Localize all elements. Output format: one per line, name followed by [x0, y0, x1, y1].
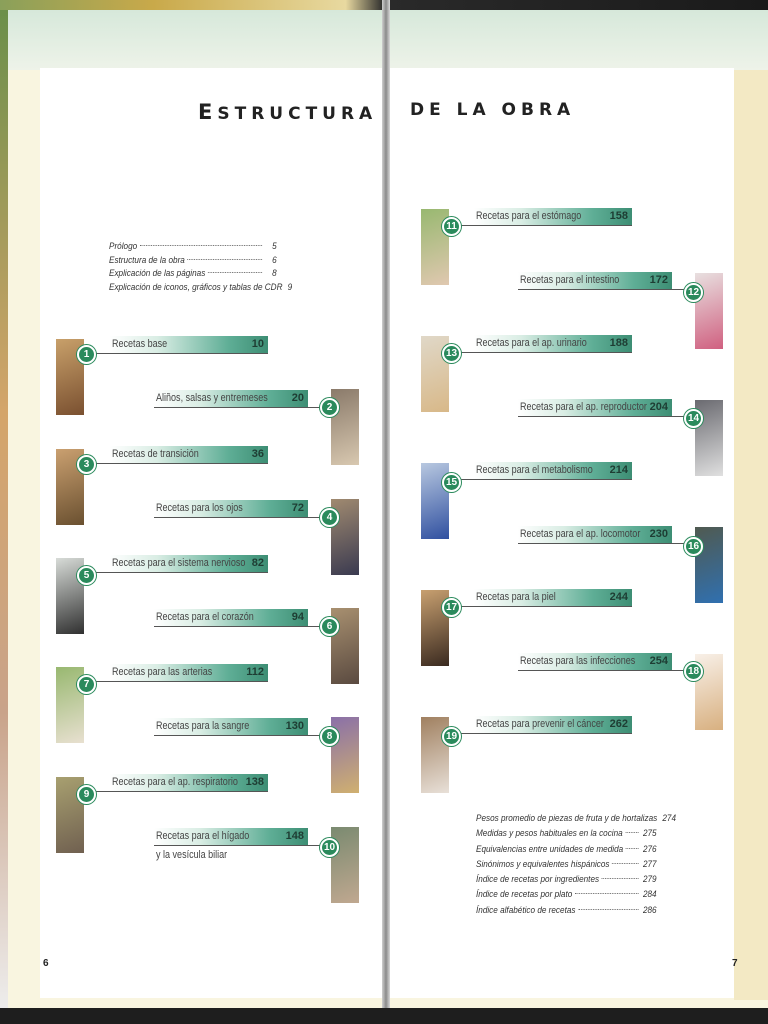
chapter-label: Recetas base: [112, 338, 168, 350]
chapter-underline: [518, 289, 690, 290]
appendix-item-label: Índice de recetas por ingredientes: [476, 874, 600, 886]
top-band: [390, 10, 768, 70]
dot-leader: [187, 259, 262, 260]
chapter-number-badge: 4: [320, 508, 339, 527]
chapter-number-badge: 11: [442, 217, 461, 236]
appendix-item-page: 275: [642, 828, 657, 840]
chapter-page-number: 10: [251, 338, 264, 350]
chapter-number-badge: 12: [684, 283, 703, 302]
chapter-underline: [154, 517, 326, 518]
chapter-label: Recetas para el intestino: [520, 274, 620, 286]
chapter-label: Recetas de transición: [112, 448, 199, 460]
chapter-label: Recetas para las infecciones: [520, 655, 636, 667]
dot-leader: [612, 863, 638, 864]
chapter-number-badge: 9: [77, 785, 96, 804]
chapter-page-number: 188: [609, 337, 628, 349]
chapter-label: Recetas para las arterias: [112, 666, 213, 678]
chapter-label: Recetas para el ap. locomotor: [520, 528, 641, 540]
chapter-underline: [460, 479, 632, 480]
dot-leader: [626, 848, 639, 849]
chapter-underline: [460, 606, 632, 607]
appendix-item-label: Índice de recetas por plato: [476, 889, 573, 901]
chapter-label: Recetas para el hígado: [156, 830, 250, 842]
appendix-list: [476, 811, 677, 918]
chapter-number-badge: 1: [77, 345, 96, 364]
dot-leader: [602, 878, 639, 879]
chapter-number-badge: 10: [320, 838, 339, 857]
dot-leader: [625, 832, 638, 833]
chapter-label: Recetas para el estómago: [476, 210, 582, 222]
dot-leader: [578, 909, 638, 910]
chapter-page-number: 262: [609, 718, 628, 730]
chapter-page-number: 72: [291, 502, 304, 514]
chapter-page-number: 36: [251, 448, 264, 460]
chapter-number-badge: 17: [442, 598, 461, 617]
chapter-underline: [460, 225, 632, 226]
chapter-number-badge: 16: [684, 537, 703, 556]
chapter-underline: [154, 407, 326, 408]
chapter-page-number: 138: [245, 776, 264, 788]
intro-item: [109, 281, 293, 295]
chapter-page-number: 158: [609, 210, 628, 222]
chapter-underline: [518, 543, 690, 544]
chapter-page-number: 244: [609, 591, 628, 603]
dot-leader: [140, 245, 262, 246]
chapter-page-number: 130: [285, 720, 304, 732]
dot-leader: [575, 893, 639, 894]
chapter-page-number: 94: [291, 611, 304, 623]
appendix-item: [476, 887, 657, 902]
intro-item-page: 6: [272, 254, 277, 266]
appendix-item: [476, 857, 657, 872]
intro-item-label: Explicación de iconos, gráficos y tablas de CDR: [109, 281, 283, 293]
scan-bottom-edge: [0, 1008, 768, 1024]
chapter-number-badge: 18: [684, 662, 703, 681]
scan-left-edge: [0, 10, 8, 1014]
appendix-item-page: 277: [642, 858, 657, 870]
appendix-item-page: 284: [642, 889, 657, 901]
chapter-number-badge: 8: [320, 727, 339, 746]
appendix-item: [476, 842, 657, 857]
chapter-photo: [330, 826, 360, 904]
intro-item-label: Prólogo: [109, 241, 138, 252]
chapter-label: Recetas para el ap. respiratorio: [112, 776, 238, 788]
chapter-number-badge: 19: [442, 727, 461, 746]
chapter-underline: [95, 353, 268, 354]
chapter-underline: [95, 572, 268, 573]
chapter-label: Recetas para el metabolismo: [476, 464, 593, 476]
chapter-underline: [460, 733, 632, 734]
top-band: [8, 10, 382, 70]
chapter-underline: [154, 845, 326, 846]
chapter-underline: [95, 463, 268, 464]
chapter-page-number: 20: [291, 392, 304, 404]
page-title-left: ESTRUCTURA: [198, 100, 378, 124]
chapter-number-badge: 2: [320, 398, 339, 417]
intro-item-label: Explicación de las páginas: [109, 268, 206, 279]
chapter-page-number: 148: [285, 830, 304, 842]
intro-item-label: Estructura de la obra: [109, 254, 185, 266]
chapter-page-number: 254: [649, 655, 668, 667]
chapter-page-number: 112: [246, 666, 264, 678]
chapter-number-badge: 5: [77, 566, 96, 585]
chapter-label: Aliños, salsas y entremeses: [156, 392, 268, 404]
chapter-page-number: 172: [649, 274, 668, 286]
page-edge: [734, 70, 768, 1000]
chapter-underline: [154, 626, 326, 627]
chapter-label: Recetas para el corazón: [156, 611, 254, 623]
appendix-item-label: Sinónimos y equivalentes hispánicos: [476, 858, 610, 870]
chapter-label: Recetas para la piel: [476, 591, 556, 603]
chapter-number-badge: 3: [77, 455, 96, 474]
chapter-label: Recetas para el ap. urinario: [476, 337, 587, 349]
intro-item-page: 8: [272, 268, 277, 279]
intro-item: [109, 267, 277, 281]
chapter-label: Recetas para los ojos: [156, 502, 243, 514]
chapter-underline: [460, 352, 632, 353]
page-number-right: 7: [732, 958, 738, 969]
chapter-page-number: 82: [251, 557, 264, 569]
chapter-number-badge: 6: [320, 617, 339, 636]
chapter-underline: [518, 670, 690, 671]
book-spine: [382, 0, 390, 1024]
chapter-page-number: 204: [649, 401, 668, 413]
chapter-number-badge: 15: [442, 473, 461, 492]
appendix-item-page: 279: [642, 874, 657, 886]
page-title-right: DE LA OBRA: [410, 100, 576, 120]
chapter-page-number: 214: [609, 464, 628, 476]
chapter-underline: [518, 416, 690, 417]
intro-list: [109, 240, 293, 294]
dot-leader: [208, 272, 262, 273]
intro-item: [109, 240, 277, 254]
chapter-label: Recetas para la sangre: [156, 720, 250, 732]
appendix-item: [476, 872, 657, 887]
chapter-underline: [95, 681, 268, 682]
appendix-item-page: 286: [642, 904, 657, 916]
chapter-underline: [95, 791, 268, 792]
intro-item: [109, 254, 277, 268]
chapter-underline: [154, 735, 326, 736]
intro-item-page: 5: [272, 241, 277, 252]
appendix-item: [476, 903, 657, 918]
chapter-number-badge: 13: [442, 344, 461, 363]
appendix-item-page: 274: [662, 813, 677, 824]
chapter-number-badge: 7: [77, 675, 96, 694]
chapter-number-badge: 14: [684, 409, 703, 428]
chapter-label: Recetas para el ap. reproductor: [520, 401, 647, 413]
appendix-item: [476, 826, 657, 841]
intro-item-page: 9: [287, 281, 293, 293]
appendix-item-label: Medidas y pesos habituales en la cocina: [476, 828, 623, 840]
appendix-item-label: Pesos promedio de piezas de fruta y de hortalizas: [476, 813, 658, 824]
appendix-item-label: Equivalencias entre unidades de medida: [476, 843, 624, 855]
appendix-item: [476, 811, 677, 826]
chapter-label: Recetas para el sistema nervioso: [112, 557, 246, 569]
chapter-label-line2: y la vesícula biliar: [156, 849, 228, 861]
appendix-item-label: Índice alfabético de recetas: [476, 904, 576, 916]
appendix-item-page: 276: [642, 843, 657, 855]
chapter-page-number: 230: [649, 528, 668, 540]
page-number-left: 6: [43, 958, 49, 969]
chapter-label: Recetas para prevenir el cáncer: [476, 718, 604, 730]
